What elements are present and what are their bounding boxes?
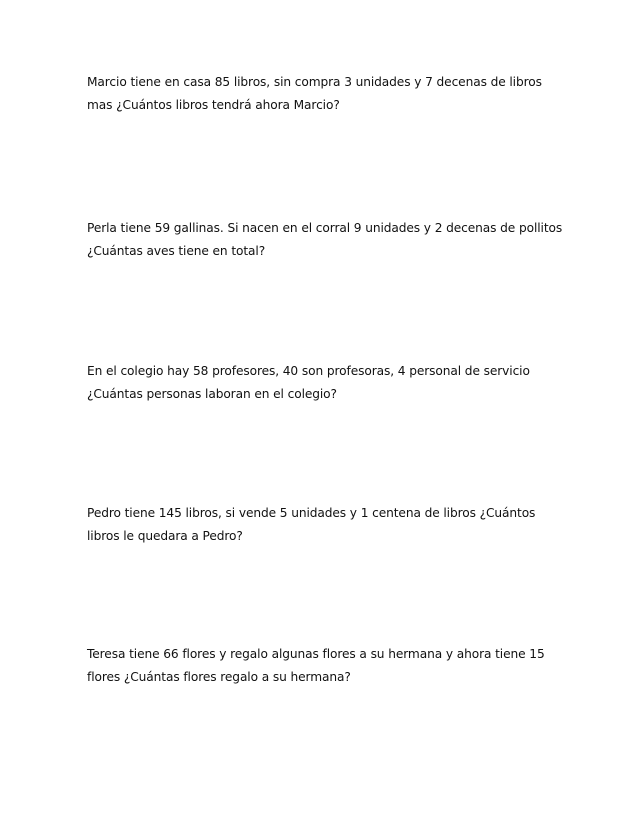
problem-5-line-2: flores ¿Cuántas flores regalo a su hermana? xyxy=(87,670,351,684)
problem-2-line-1: Perla tiene 59 gallinas. Si nacen en el corral 9 unidades y 2 decenas de pollitos xyxy=(87,221,563,235)
word-problem-1 xyxy=(87,71,557,117)
problem-5-line-1: Teresa tiene 66 flores y regalo algunas flores a su hermana y ahora tiene 15 xyxy=(87,647,545,661)
problem-3-line-2: ¿Cuántas personas laboran en el colegio? xyxy=(87,387,337,401)
problem-4-line-1: Pedro tiene 145 libros, si vende 5 unidades y 1 centena de libros ¿Cuántos xyxy=(87,506,536,520)
problem-1-line-2: mas ¿Cuántos libros tendrá ahora Marcio? xyxy=(87,98,340,112)
word-problem-2 xyxy=(87,217,563,263)
problem-3-line-1: En el colegio hay 58 profesores, 40 son profesoras, 4 personal de servicio xyxy=(87,364,530,378)
word-problem-3 xyxy=(87,360,557,406)
word-problem-4 xyxy=(87,502,557,548)
problem-4-line-2: libros le quedara a Pedro? xyxy=(87,529,243,543)
word-problem-5 xyxy=(87,643,557,689)
problem-1-line-1: Marcio tiene en casa 85 libros, sin compra 3 unidades y 7 decenas de libros xyxy=(87,75,542,89)
problem-2-line-2: ¿Cuántas aves tiene en total? xyxy=(87,244,266,258)
